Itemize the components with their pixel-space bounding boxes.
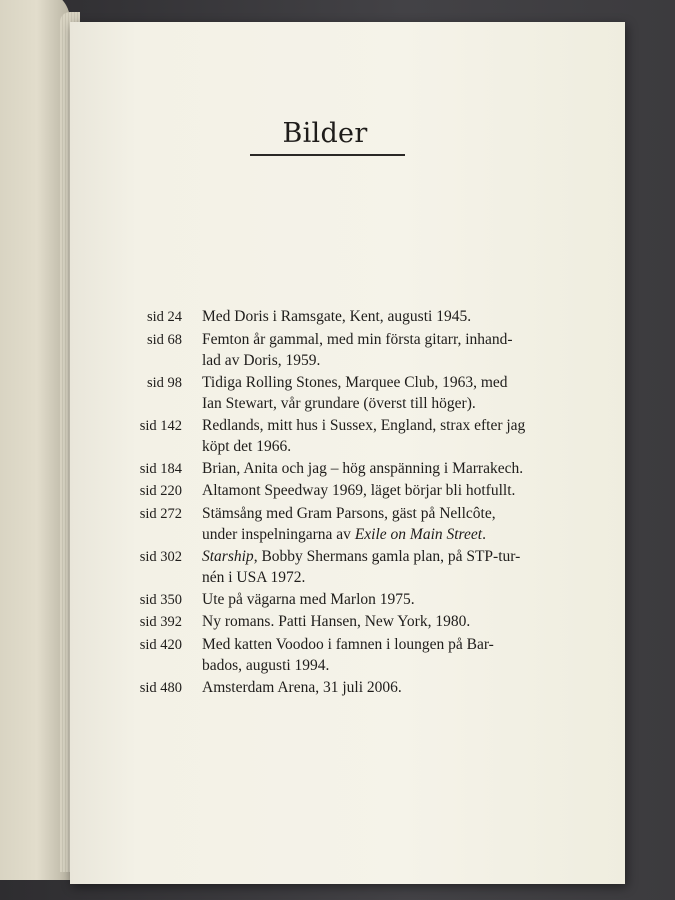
caption-text: , Bobby Shermans gamla plan, på STP-tur-	[253, 547, 521, 565]
entry-page-ref: sid 350	[139, 591, 182, 608]
caption-line	[202, 546, 522, 568]
caption-line: Med katten Voodoo i famnen i loungen på Bar-	[202, 635, 494, 653]
list-item	[0, 306, 675, 329]
entry-page-ref: sid 272	[139, 505, 182, 522]
list-item	[0, 546, 675, 589]
caption-line: Ian Stewart, vår grundare (överst till höger).	[202, 395, 476, 412]
list-item	[0, 634, 675, 677]
entry-page-ref: sid 420	[139, 636, 182, 653]
entry-caption	[202, 611, 522, 633]
entry-caption	[202, 458, 522, 480]
entry-caption	[202, 415, 526, 458]
entry-caption	[202, 372, 522, 415]
caption-text: .	[482, 526, 486, 543]
list-item	[0, 480, 675, 503]
picture-list	[0, 306, 675, 699]
entry-caption	[202, 546, 522, 589]
caption-line: bados, augusti 1994.	[202, 657, 330, 674]
entry-caption	[202, 329, 522, 372]
album-title: Exile on Main Street	[354, 526, 483, 543]
entry-caption	[202, 480, 522, 502]
page-title: Bilder	[282, 118, 368, 149]
entry-caption	[202, 589, 522, 611]
list-item	[0, 415, 675, 458]
entry-page-ref: sid 142	[139, 417, 182, 434]
entry-page-ref: sid 392	[139, 614, 182, 630]
entry-caption	[202, 634, 522, 677]
list-item	[0, 611, 675, 634]
list-item	[0, 329, 675, 372]
list-item	[0, 458, 675, 481]
entry-caption	[202, 306, 522, 328]
plane-name: Starship	[202, 547, 254, 565]
caption-text: under inspelningarna av	[202, 526, 355, 543]
caption-line	[202, 524, 522, 546]
caption-line: Altamont Speedway 1969, läget börjar bli hotfullt.	[202, 482, 516, 499]
list-item	[0, 677, 675, 700]
list-item	[0, 589, 675, 612]
caption-line: Ny romans. Patti Hansen, New York, 1980.	[202, 613, 471, 630]
entry-page-ref: sid 24	[146, 309, 182, 325]
entry-caption	[202, 503, 522, 546]
caption-line: Femton år gammal, med min första gitarr, inhand-	[202, 330, 513, 348]
caption-line: Redlands, mitt hus i Sussex, England, strax efter jag	[202, 416, 526, 434]
entry-page-ref: sid 98	[146, 374, 182, 391]
caption-line: Med Doris i Ramsgate, Kent, augusti 1945.	[202, 308, 472, 325]
list-item	[0, 372, 675, 415]
caption-line: lad av Doris, 1959.	[202, 352, 321, 369]
caption-line: Ute på vägarna med Marlon 1975.	[202, 590, 415, 608]
entry-page-ref: sid 302	[139, 548, 182, 565]
list-item	[0, 503, 675, 546]
caption-line: Stämsång med Gram Parsons, gäst på Nellcôte,	[202, 504, 496, 522]
caption-line: nén i USA 1972.	[202, 569, 306, 586]
caption-line: Amsterdam Arena, 31 juli 2006.	[202, 678, 402, 696]
entry-page-ref: sid 68	[146, 331, 182, 348]
entry-page-ref: sid 220	[139, 483, 182, 499]
caption-line: Tidiga Rolling Stones, Marquee Club, 1963, med	[202, 373, 508, 391]
caption-line: Brian, Anita och jag – hög anspänning i Marrakech.	[202, 459, 524, 477]
title-underline	[250, 154, 405, 156]
entry-caption	[202, 677, 522, 699]
entry-page-ref: sid 184	[139, 460, 182, 477]
caption-line: köpt det 1966.	[202, 438, 292, 455]
entry-page-ref: sid 480	[139, 679, 182, 696]
